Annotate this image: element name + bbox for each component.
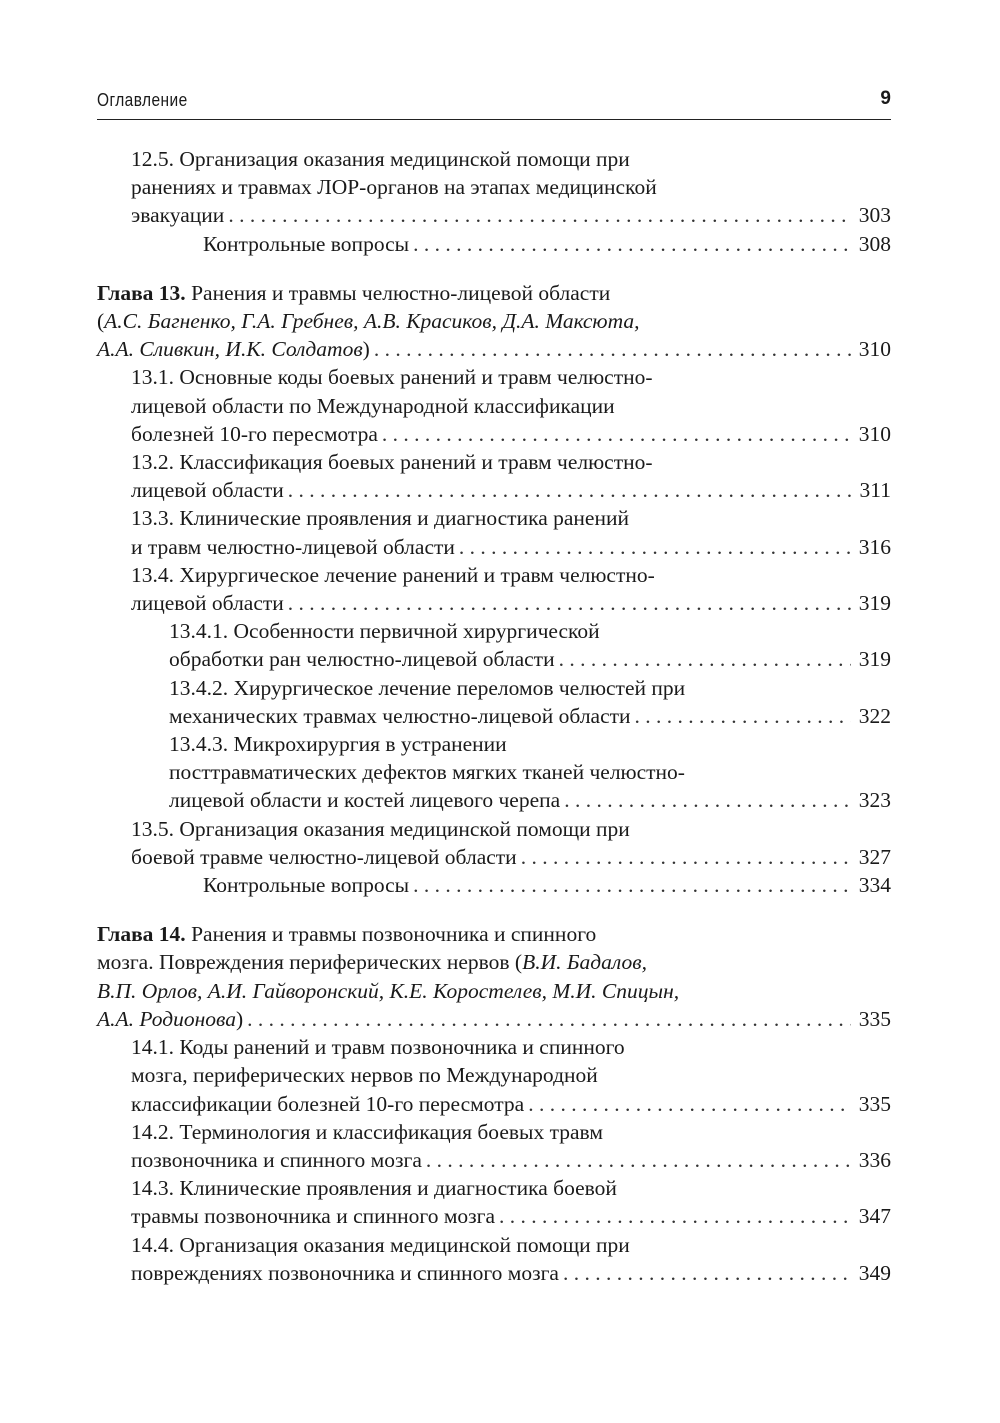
dot-leader [499, 1202, 851, 1230]
toc-page-number: 327 [858, 844, 891, 869]
toc-entry-text: механических травмах челюстно-лицевой области [169, 703, 631, 728]
toc-entry-14-3[interactable] [131, 1174, 891, 1230]
chapter-authors: А.С. Багненко, Г.А. Гребнев, А.В. Красиков, Д.А. Максюта, [104, 309, 640, 334]
toc-entry-line: 12.5. Организация оказания медицинской помощи при [131, 147, 630, 171]
toc-entry-line: 13.4. Хирургическое лечение ранений и травм челюстно- [131, 562, 655, 587]
toc-entry-last-line [97, 335, 891, 363]
chapter-authors: В.И. Бадалов, [522, 950, 648, 975]
running-header [97, 88, 891, 120]
dot-leader [413, 871, 851, 899]
toc-entry-line: 13.5. Организация оказания медицинской помощи при [131, 816, 630, 841]
toc-entry-text: позвоночника и спинного мозга [131, 1147, 422, 1172]
toc-entry-last-line [97, 1005, 891, 1033]
toc-page-number: 334 [858, 873, 891, 898]
toc-entry-last-line [131, 843, 891, 871]
toc-entry-last-line [131, 533, 891, 561]
dot-leader [426, 1146, 851, 1174]
toc-entry-last-line [131, 589, 891, 617]
toc-page-number: 311 [859, 478, 891, 503]
open-paren: ( [97, 309, 105, 334]
toc-page-number: 303 [858, 203, 891, 228]
toc-entry-13-3[interactable] [131, 504, 891, 560]
table-of-contents [97, 145, 891, 1287]
toc-entry-line: 14.3. Клинические проявления и диагностика боевой [131, 1176, 617, 1201]
toc-entry-14-2[interactable] [131, 1118, 891, 1174]
chapter-authors-line [97, 307, 891, 335]
dot-leader [288, 476, 851, 504]
dot-leader [528, 1090, 851, 1118]
dot-leader [559, 645, 851, 673]
toc-entry-line: 13.3. Клинические проявления и диагностика ранений [131, 506, 629, 531]
toc-page-number: 336 [858, 1147, 891, 1172]
header-page-number: 9 [880, 88, 891, 109]
chapter-spacer [97, 258, 891, 279]
toc-entry-questions-12[interactable] [203, 230, 891, 258]
toc-page-number: 319 [858, 647, 891, 672]
toc-entry-last-line [131, 1146, 891, 1174]
toc-page-number: 319 [858, 591, 891, 616]
toc-entry-line: лицевой области по Международной классификации [131, 393, 615, 418]
toc-entry-line: 13.2. Классификация боевых ранений и травм челюстно- [131, 450, 653, 475]
dot-leader [382, 420, 851, 448]
toc-entry-text [97, 1005, 243, 1033]
toc-page-number: 322 [858, 703, 891, 728]
toc-entry-last-line [131, 1202, 891, 1230]
toc-entry-text: лицевой области [131, 591, 284, 616]
chapter-authors: А.А. Сливкин, И.К. Солдатов [97, 337, 363, 362]
toc-entry-12-5[interactable] [131, 145, 891, 230]
toc-entry-text: боевой травме челюстно-лицевой области [131, 844, 517, 869]
chapter-authors: А.А. Родионова [97, 1006, 236, 1031]
toc-entry-last-line [131, 1259, 891, 1287]
toc-entry-line: 13.1. Основные коды боевых ранений и травм челюстно- [131, 365, 653, 390]
toc-entry-13-1[interactable] [131, 363, 891, 448]
toc-entry-last-line [169, 702, 891, 730]
dot-leader [563, 1259, 851, 1287]
chapter-authors-line: В.П. Орлов, А.И. Гайворонский, К.Е. Коростелев, М.И. Спицын, [97, 978, 680, 1003]
toc-entry-last-line [169, 645, 891, 673]
toc-entry-last-line [131, 1090, 891, 1118]
toc-entry-last-line [203, 230, 891, 258]
toc-entry-14-1[interactable] [131, 1033, 891, 1118]
toc-entry-last-line [131, 201, 891, 229]
toc-entry-text: Контрольные вопросы [203, 231, 410, 256]
toc-page-number: 310 [858, 337, 891, 362]
chapter-spacer [97, 899, 891, 920]
toc-entry-text: лицевой области [131, 478, 284, 503]
toc-entry-13-4[interactable] [131, 561, 891, 617]
toc-entry-14-4[interactable] [131, 1231, 891, 1287]
toc-entry-line: посттравматических дефектов мягких тканей челюстно- [169, 760, 685, 785]
toc-entry-text: болезней 10-го пересмотра [131, 421, 378, 446]
toc-entry-text: классификации болезней 10-го пересмотра [131, 1091, 525, 1116]
toc-entry-last-line [131, 420, 891, 448]
toc-entry-last-line [203, 871, 891, 899]
toc-entry-line: 13.4.1. Особенности первичной хирургической [169, 619, 600, 644]
toc-entry-text: и травм челюстно-лицевой области [131, 534, 455, 559]
header-title: Оглавление [97, 90, 188, 110]
close-paren: ) [362, 337, 370, 362]
chapter-heading-line [97, 279, 891, 307]
toc-entry-text: травмы позвоночника и спинного мозга [131, 1204, 496, 1229]
chapter-title: Ранения и травмы челюстно-лицевой области [185, 280, 611, 305]
toc-entry-line: 13.4.3. Микрохирургия в устранении [169, 732, 507, 757]
dot-leader [413, 230, 851, 258]
dot-leader [228, 201, 851, 229]
toc-entry-line: 13.4.2. Хирургическое лечение переломов челюстей при [169, 675, 686, 700]
toc-entry-text: эвакуации [131, 203, 225, 228]
toc-entry-text [97, 335, 370, 363]
toc-page-number: 316 [858, 534, 891, 559]
toc-entry-last-line [131, 476, 891, 504]
toc-page-number: 308 [858, 231, 891, 256]
toc-entry-line: 14.2. Терминология и классификация боевых травм [131, 1119, 603, 1144]
chapter-heading-line [97, 920, 891, 948]
toc-page-number: 347 [858, 1204, 891, 1229]
dot-leader [288, 589, 851, 617]
toc-page-number: 323 [858, 788, 891, 813]
toc-page-number: 335 [858, 1091, 891, 1116]
toc-chapter-14[interactable] [97, 920, 891, 1033]
toc-entry-13-4-1[interactable] [169, 617, 891, 673]
toc-page-number: 310 [858, 421, 891, 446]
toc-entry-13-4-2[interactable] [169, 674, 891, 730]
chapter-title: мозга. Повреждения периферических нервов ( [97, 950, 523, 975]
toc-entry-line: ранениях и травмах ЛОР-органов на этапах медицинской [131, 175, 657, 200]
dot-leader [459, 533, 851, 561]
toc-page-number: 335 [858, 1006, 891, 1031]
toc-entry-13-5[interactable] [131, 815, 891, 871]
toc-entry-text: Контрольные вопросы [203, 873, 410, 898]
toc-entry-line: мозга, периферических нервов по Международной [131, 1063, 598, 1088]
toc-entry-line: 14.4. Организация оказания медицинской помощи при [131, 1232, 630, 1257]
toc-entry-text: обработки ран челюстно-лицевой области [169, 647, 555, 672]
dot-leader [521, 843, 851, 871]
toc-entry-13-2[interactable] [131, 448, 891, 504]
chapter-label: Глава 13. [97, 280, 186, 305]
toc-entry-last-line [169, 786, 891, 814]
close-paren: ) [235, 1006, 244, 1031]
toc-entry-text: повреждениях позвоночника и спинного мозга [131, 1260, 559, 1285]
dot-leader [635, 702, 851, 730]
toc-entry-line: 14.1. Коды ранений и травм позвоночника и спинного [131, 1035, 625, 1060]
toc-page-number: 349 [858, 1260, 891, 1285]
dot-leader [247, 1005, 851, 1033]
dot-leader [374, 335, 851, 363]
toc-entry-questions-13[interactable] [203, 871, 891, 899]
chapter-title-line [97, 948, 891, 976]
toc-entry-13-4-3[interactable] [169, 730, 891, 815]
chapter-label: Глава 14. [97, 922, 186, 947]
dot-leader [564, 786, 851, 814]
toc-chapter-13[interactable] [97, 279, 891, 364]
toc-entry-text: лицевой области и костей лицевого черепа [169, 788, 561, 813]
chapter-title: Ранения и травмы позвоночника и спинного [185, 922, 597, 947]
